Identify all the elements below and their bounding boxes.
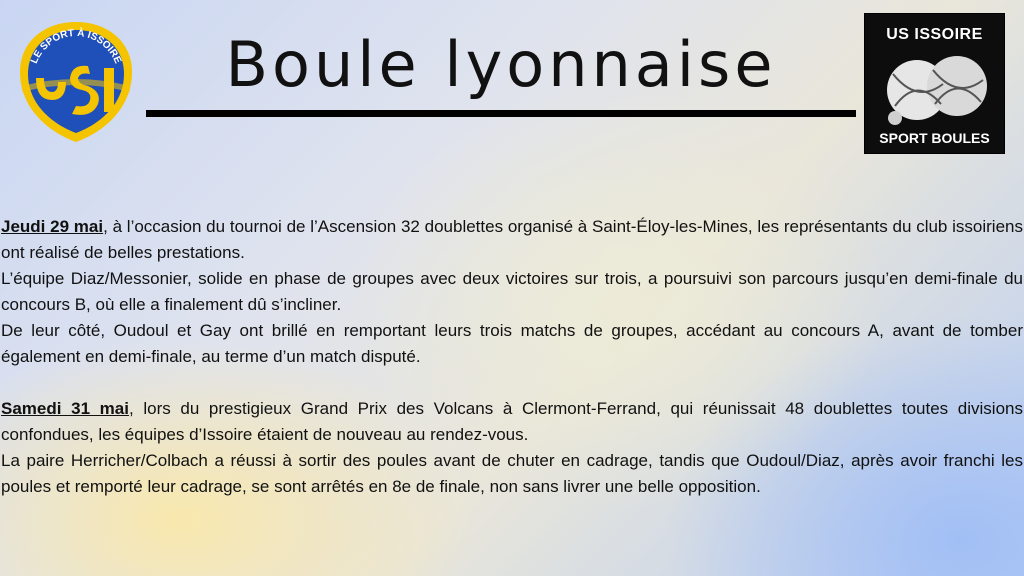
us-issoire-sport-boules-logo: [864, 13, 1005, 154]
paragraph-diaz-messonier: L’équipe Diaz/Messonier, solide en phase de groupes avec deux victoires sur trois, a poursuivi son parcours jusqu’en demi-finale du concours B, où elle a finalement dû s’incliner.: [1, 269, 1023, 314]
shield-logo-icon: [12, 16, 140, 144]
paragraph-gap: [1, 370, 1023, 396]
page-title: Boule lyonnaise: [146, 30, 856, 117]
paragraph-text: , lors du prestigieux Grand Prix des Volcans à Clermont-Ferrand, qui réunissait 48 doublettes toutes divisions confondues, les équipes d’Issoire étaient de nouveau au rendez-vous.: [1, 399, 1023, 444]
date-jeudi: Jeudi 29 mai: [1, 217, 104, 236]
paragraph-jeudi: [1, 214, 1023, 266]
logo-bottom-text: SPORT BOULES: [879, 130, 990, 146]
paragraph-samedi: [1, 396, 1023, 448]
le-sport-a-issoire-logo: [12, 16, 140, 144]
article-body: [1, 214, 1023, 500]
svg-text:LE SPORT À ISSOIRE: LE SPORT À ISSOIRE: [28, 27, 124, 66]
logo-top-text: US ISSOIRE: [886, 26, 983, 43]
paragraph-text: , à l’occasion du tournoi de l’Ascension 32 doublettes organisé à Saint-Éloy-les-Mines, les représentants du club issoiriens ont réalisé de belles prestations.: [1, 217, 1023, 262]
date-samedi: Samedi 31 mai: [1, 399, 129, 418]
paragraph-oudoul-gay: De leur côté, Oudoul et Gay ont brillé en remportant leurs trois matchs de groupes, accédant au concours A, avant de tomber également en demi-finale, au terme d’un match disputé.: [1, 321, 1023, 366]
paragraph-herricher-colbach: La paire Herricher/Colbach a réussi à sortir des poules avant de chuter en cadrage, tandis que Oudoul/Diaz, après avoir franchi les poules et remporté leur cadrage, se sont arrêtés en 8e de finale, non sans livrer une belle opposition.: [1, 451, 1023, 496]
